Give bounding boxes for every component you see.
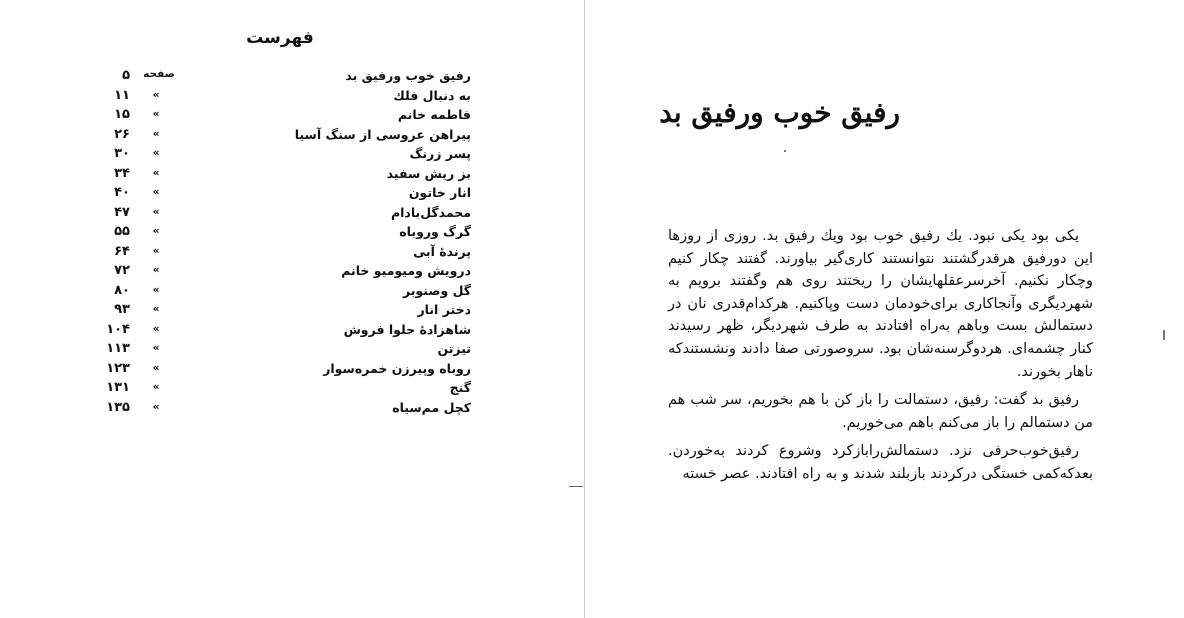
toc-row [90,205,475,225]
toc-item-page: ۷۲ [114,263,130,278]
toc-item-title: پیراهن عروسی از سنگ آسیا [294,126,471,142]
ditto-mark: « [152,360,160,374]
ditto-mark: « [152,204,160,218]
toc-row [90,302,475,322]
toc-item-page: ۴۰ [114,185,130,200]
toc-item-title: انار خاتون [408,185,471,200]
contents-title: فهرست [246,28,314,48]
toc-item-page: ۵۵ [114,224,130,239]
ditto-mark: « [152,341,160,354]
ditto-mark: « [152,321,160,335]
ditto-mark: « [152,146,160,159]
toc-row [90,68,475,88]
toc-item-title: گل وصنوبر [402,282,471,298]
toc-item-title: درویش ومیومیو خانم [341,263,471,278]
toc-item-page: ۹۳ [114,302,130,317]
ditto-mark: « [152,399,160,413]
toc-page-label: صفحه [143,68,175,80]
story-paragraph: رفیق بد گفت: رفیق، دستمالت را باز کن با هم بخوریم، سر شب هم من دستمالم را باز می‌کنم باهم می‌خوریم. [668,392,1093,431]
toc-item-title: تیزتن [437,341,471,356]
toc-item-page: ۲۶ [114,126,130,142]
toc-item-title: فاطمه خانم [397,107,471,122]
toc-item-title: گرگ وروباه [399,224,471,239]
ditto-mark: « [152,380,160,393]
toc-item-title: پرندهٔ آبی [413,243,471,259]
toc-item-title: روباه وپیرزن خمره‌سوار [323,360,471,376]
toc-item-page: ۴۷ [114,204,130,220]
contents-page [0,0,584,618]
toc-item-page: ۶۴ [114,243,130,259]
toc-row [90,185,475,205]
toc-item-page: ۱۳۵ [106,399,130,415]
toc-row [90,283,475,303]
toc-row [90,380,475,400]
gutter-mark [569,486,583,487]
toc-item-page: ۱۱۳ [106,341,130,356]
story-paragraph: یکی بود یکی نبود. یك رفیق خوب بود ویك رفیق بد. روزی از روزها این دورفیق هرقدرگشتند نتوانستند کاری‌گیر بیاورند. گفتند چکار کنیم وچکار نکنیم. آخرسرعقلهایشان را ریختند روی هم وگفتند برویم به شهردیگری وآنجاکاری برای‌خودمان دست وپاکنیم. هرکدام‌قدری نان در دستمالش بست وباهم به‌راه افتادند به طرف شهردیگر، ظهر رسیدند کنار چشمه‌ای. هردوگرسنه‌شان بود. سروصورتی صفا دادند ونشستندکه ناهار بخورند. [668,228,1093,380]
ditto-mark: « [152,165,160,179]
toc-item-title: شاهزادهٔ حلوا فروش [343,321,471,337]
ditto-mark: « [152,87,160,101]
toc-item-page: ۵ [122,68,130,83]
story-paragraph: رفیق‌خوب‌حرفی نزد. دستمالش‌رابازکرد وشروع کردند به‌خوردن. بعدکه‌کمی خستگی درکردند بازبلند شدند و به راه افتادند. عصر خسته [668,443,1093,482]
ditto-mark: « [152,224,160,237]
toc-item-title: به دنبال فلك [393,87,471,103]
ditto-mark: « [152,263,160,276]
toc-item-page: ۳۰ [114,146,130,161]
toc-row [90,146,475,166]
toc-item-title: بز ریش سفید [386,165,471,181]
toc-item-title: گنج [449,380,471,395]
toc-row [90,127,475,147]
toc-row [90,322,475,342]
toc-item-title: رفیق خوب ورفیق بد [345,68,471,83]
toc-item-page: ۱۲۳ [106,360,130,376]
toc-item-title: محمدگل‌بادام [390,204,471,220]
toc-row [90,341,475,361]
toc-row [90,224,475,244]
toc-row [90,244,475,264]
toc-item-page: ۱۰۴ [106,321,130,337]
toc-item-title: دختر انار [417,302,471,317]
toc-row [90,107,475,127]
toc-row [90,263,475,283]
toc-item-title: پسر زرنگ [409,146,471,161]
ditto-mark: « [152,185,160,198]
ditto-mark: « [152,107,160,120]
story-body [668,225,1093,492]
toc-row [90,400,475,420]
toc-row [90,361,475,381]
ditto-mark: « [152,243,160,257]
toc-row [90,166,475,186]
title-dot [784,150,786,152]
toc-item-page: ۱۵ [114,107,130,122]
story-title: رفیق خوب ورفیق بد [659,96,900,129]
toc-item-page: ۳۴ [114,165,130,181]
toc-item-title: کچل مم‌سیاه [392,399,471,415]
contents-list [90,68,475,419]
margin-mark [1163,330,1165,340]
toc-row [90,88,475,108]
toc-item-page: ۱۱ [114,87,130,103]
ditto-mark: « [152,126,160,140]
toc-item-page: ۸۰ [114,282,130,298]
toc-item-page: ۱۳۱ [106,380,130,395]
ditto-mark: « [152,302,160,315]
ditto-mark: « [152,282,160,296]
